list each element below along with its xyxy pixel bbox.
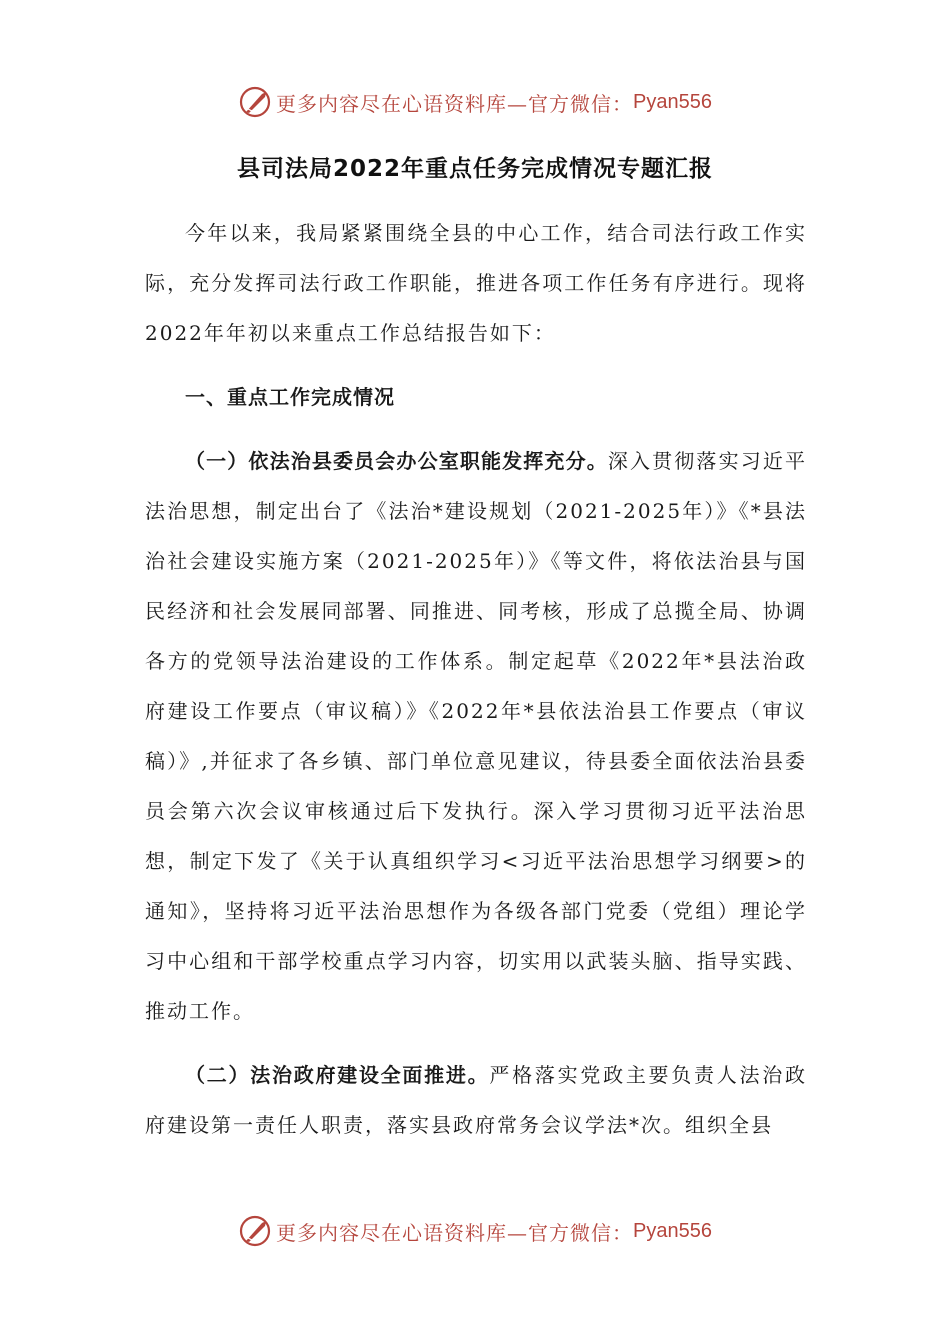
banner-wechat-handle: Pyan556	[633, 1219, 712, 1242]
document-title: 县司法局2022年重点任务完成情况专题汇报	[236, 156, 713, 182]
document-body	[145, 208, 807, 1150]
footer-banner	[0, 1211, 950, 1251]
item-1-paragraph	[145, 436, 807, 1036]
item-2-body: 严格落实党政主要负责人法治政府建设第一责任人职责，落实县政府常务会议学法*次。组织全县	[145, 1063, 808, 1137]
intro-paragraph: 今年以来，我局紧紧围绕全县的中心工作，结合司法行政工作实际，充分发挥司法行政工作职能，推进各项工作任务有序进行。现将2022年年初以来重点工作总结报告如下：	[145, 221, 807, 345]
quill-pen-icon	[238, 85, 272, 119]
section-heading: 一、重点工作完成情况	[185, 385, 395, 409]
item-1-body: 深入贯彻落实习近平法治思想，制定出台了《法治*建设规划（2021-2025年）》《*县法治社会建设实施方案（2021-2025年）》《等文件，将依法治县与国民经济和社会发展同部署、同推进、同考核，形成了总揽全局、协调各方的党领导法治建设的工作体系。制定起草《2022年*县法治政府建设工作要点（审议稿）》《2022年*县依法治县工作要点（审议稿）》,并征求了各乡镇、部门单位意见建议，待县委全面依法治县委员会第六次会议审核通过后下发执行。深入学习贯彻习近平法治思想，制定下发了《关于认真组织学习<习近平法治思想学习纲要>的通知》，坚持将习近平法治思想作为各级各部门党委（党组）理论学习中心组和干部学校重点学习内容，切实用以武装头脑、指导实践、推动工作。	[145, 449, 808, 1023]
banner-text: 更多内容尽在心语资料库—官方微信：	[276, 1220, 634, 1245]
banner-wechat-handle: Pyan556	[633, 90, 712, 113]
quill-pen-icon	[238, 1214, 272, 1248]
item-1-lead: （一）依法治县委员会办公室职能发挥充分。	[185, 449, 608, 473]
banner-text: 更多内容尽在心语资料库—官方微信：	[276, 91, 634, 116]
header-banner	[0, 82, 950, 122]
item-2-paragraph	[145, 1050, 807, 1150]
item-2-lead: （二）法治政府建设全面推进。	[185, 1063, 490, 1087]
